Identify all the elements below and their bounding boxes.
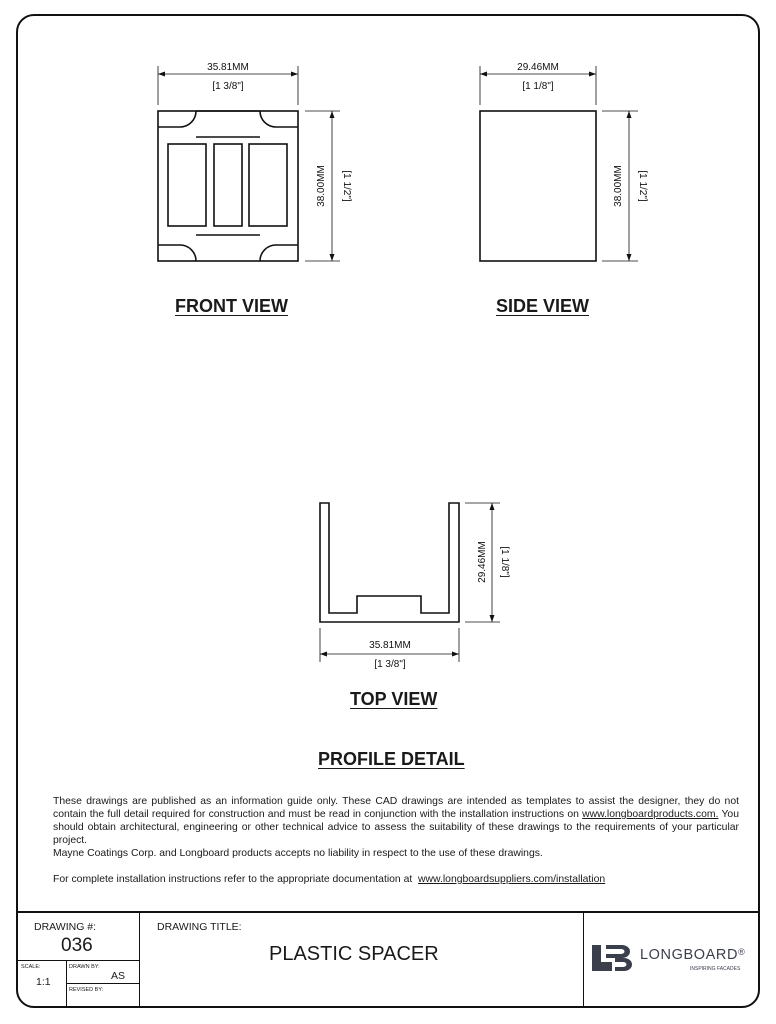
drawing-number: 036 <box>61 935 93 956</box>
liability-text: Mayne Coatings Corp. and Longboard products accepts no liability in respect to the use of these drawings. <box>53 848 543 859</box>
front-view-title: FRONT VIEW <box>175 296 288 316</box>
revised-by-label: REVISED BY: <box>69 987 104 993</box>
front-width-in: [1 3/8"] <box>212 81 244 92</box>
longboard-logo-icon <box>592 945 632 971</box>
front-height-in: [1 1/2"] <box>341 170 352 202</box>
drawing-number-cell <box>18 913 140 1007</box>
side-width-mm: 29.46MM <box>517 62 559 73</box>
top-width-mm: 35.81MM <box>369 640 411 651</box>
drawing-number-label: DRAWING #: <box>34 921 97 933</box>
side-height-in: [1 1/2"] <box>637 170 648 202</box>
drawn-by-label: DRAWN BY: <box>69 964 100 970</box>
title-block <box>18 911 759 1008</box>
drawing-title-cell <box>140 913 584 1007</box>
front-view-outline <box>158 111 298 261</box>
side-view-title: SIDE VIEW <box>496 296 590 316</box>
side-view-outline <box>480 111 596 261</box>
disclaimer-paragraph <box>53 795 739 847</box>
top-height-in: [1 1/8"] <box>499 546 510 578</box>
top-height-mm: 29.46MM <box>477 541 488 583</box>
top-view-outline <box>320 503 459 622</box>
cad-drawing <box>18 16 760 916</box>
installation-link[interactable]: www.longboardsuppliers.com/installation <box>418 874 606 885</box>
registered-mark: ® <box>738 947 746 957</box>
drawing-sheet <box>16 14 760 1008</box>
drawn-by-value: AS <box>111 970 126 982</box>
drawing-title: PLASTIC SPACER <box>269 943 439 965</box>
profile-detail-title: PROFILE DETAIL <box>318 749 465 769</box>
top-view-title: TOP VIEW <box>350 689 438 709</box>
installation-note <box>53 873 739 886</box>
disclaimer-text: You should obtain architectural, engineering or other technical advice to assess the suitability of these drawings to the requirements of your particular project. <box>53 809 739 846</box>
products-link[interactable]: www.longboardproducts.com. <box>582 809 719 820</box>
scale-label: SCALE: <box>21 964 41 970</box>
disclaimer <box>53 795 739 886</box>
front-width-mm: 35.81MM <box>207 62 249 73</box>
installation-text: For complete installation instructions refer to the appropriate documentation at <box>53 874 413 885</box>
brand-name <box>640 947 745 963</box>
brand-cell <box>584 913 759 1007</box>
side-width-in: [1 1/8"] <box>522 81 554 92</box>
brand-name-text: LONGBOARD <box>640 947 739 963</box>
scale-value: 1:1 <box>36 976 51 988</box>
brand-tagline: INSPIRING FACADES <box>690 966 741 972</box>
disclaimer-text: These drawings are published as an information guide only. These CAD drawings are intended as templates to assist the designer, they do not contain the full detail required for construction and must be read in conjunction with the installation instructions on <box>53 796 739 820</box>
drawing-title-label: DRAWING TITLE: <box>157 921 242 933</box>
side-height-mm: 38.00MM <box>613 165 624 207</box>
top-width-in: [1 3/8"] <box>374 659 406 670</box>
front-height-mm: 38.00MM <box>316 165 327 207</box>
